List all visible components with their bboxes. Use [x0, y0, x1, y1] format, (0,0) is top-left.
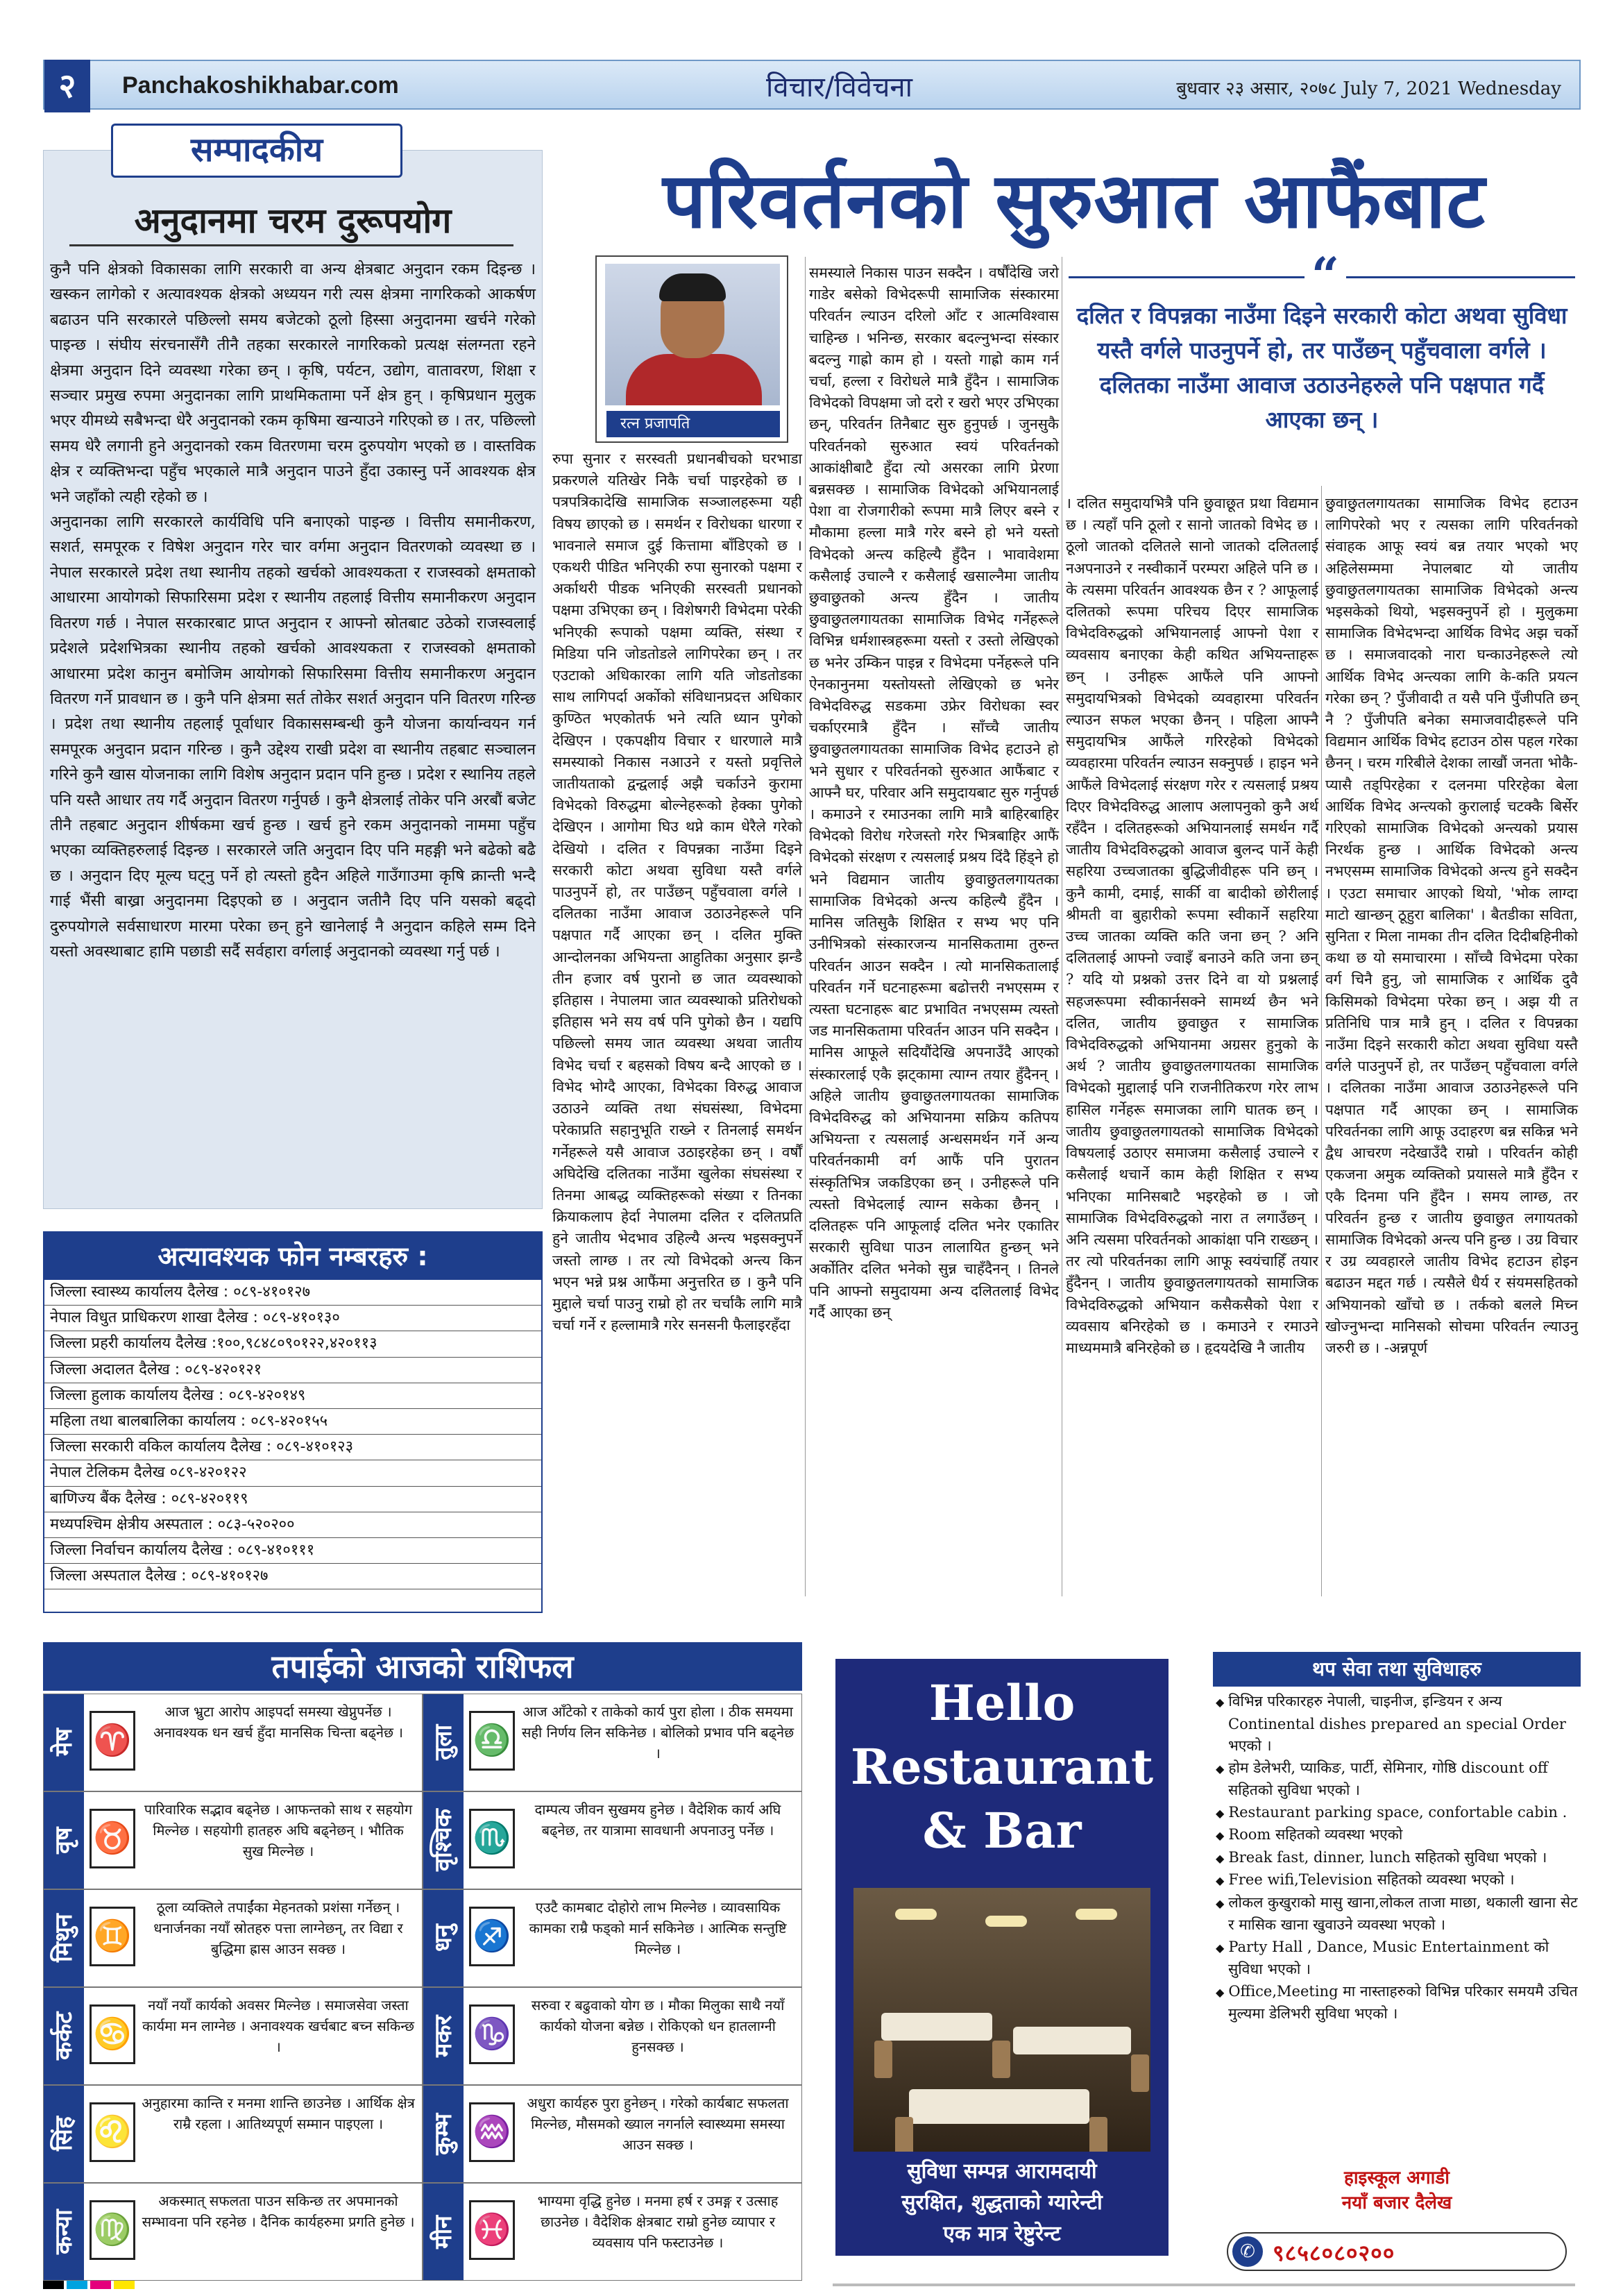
horoscope-sign	[423, 1987, 802, 2085]
sagittarius-icon: ♐	[469, 1907, 515, 1966]
phones-list	[44, 1280, 541, 1589]
sign-name: वृश्चिक	[423, 1792, 464, 1889]
phone-item: जिल्ला सरकारी वकिल कार्यालय दैलेख : ०८९-४१०१२३	[44, 1435, 541, 1460]
author-photo	[595, 255, 788, 443]
site-name[interactable]: Panchakoshikhabar.com	[122, 72, 399, 99]
sign-name: तुला	[423, 1694, 464, 1791]
registration-bar	[114, 2281, 135, 2289]
services-box	[1213, 1652, 1581, 2277]
sign-forecast: दाम्पत्य जीवन सुखमय हुनेछ । वैदेशिक कार्य अघि बढ्नेछ, तर यात्रामा सावधानी अपनाउनु पर्नेछ ।	[534, 1801, 781, 1839]
gemini-icon: ♊	[90, 1907, 135, 1966]
sign-forecast: अकस्मात् सफलता पाउन सकिन्छ तर अपमानको सम्भावना पनि रहनेछ । दैनिक कार्यहरुमा प्रगति हुनेछ ।	[142, 2193, 415, 2230]
horoscope-sign	[43, 2183, 423, 2281]
column-divider	[1321, 486, 1322, 1596]
phone-item: महिला तथा बालबालिका कार्यालय : ०८९-४२०१५५	[44, 1409, 541, 1435]
pull-quote: दलित र विपन्नका नाउँमा दिइने सरकारी कोटा अथवा सुविधा यस्तै वर्गले पाउनुपर्ने हो, तर पाउँछन् पहुँचवाला वर्गले । दलितका नाउँमा आवाज उठाउनेहरुले पनि पक्षपात गर्दै आएका छन् ।	[1076, 302, 1567, 433]
registration-bar	[90, 2281, 111, 2289]
bottom-rule	[833, 2284, 1575, 2286]
service-item: ◆ Room सहितको व्यवस्था भएको	[1213, 1824, 1581, 1847]
restaurant-address: हाइस्कूल अगाडी नयाँ बजार दैलेख	[1341, 2168, 1452, 2213]
author-name: रत्न प्रजापति	[606, 411, 780, 437]
page-number: २	[44, 60, 90, 112]
sign-forecast: आज आँटेको र ताकेको कार्य पुरा होला । ठीक समयमा सही निर्णय लिन सकिनेछ । बोलिको प्रभाव पनि बढ्नेछ ।	[521, 1703, 794, 1762]
sign-name: मिथुन	[44, 1890, 84, 1986]
column-divider	[805, 257, 806, 1596]
horoscope-sign	[43, 1791, 423, 1889]
leo-icon: ♌	[90, 2102, 135, 2162]
horoscope-sign	[423, 2085, 802, 2183]
phone-item: जिल्ला निर्वाचन कार्यालय दैलेख : ०८९-४१०१११	[44, 1538, 541, 1564]
horoscope-title: तपाईको आजको राशिफल	[43, 1642, 802, 1691]
sign-name: कुम्भ	[423, 2086, 464, 2182]
phone-item: जिल्ला अदालत दैलेख : ०८९-४२०१२१	[44, 1358, 541, 1383]
editorial-paragraph: कुनै पनि क्षेत्रको विकासका लागि सरकारी वा अन्य क्षेत्रबाट अनुदान रकम दिइन्छ । खस्कन लागेको र अत्यावश्यक क्षेत्रको अध्ययन गरी त्यस क्षेत्रमा नागरिकको आकर्षण बढाउन पनि सरकारले पछिल्लो समय बजेटको ठूलो हिस्सा अनुदानमा खर्चने गरेको पाइन्छ । संघीय संरचनासँगै तीनै तहका सरकारले नागरिकको प्रत्यक्ष संलग्नता रहने क्षेत्रमा अनुदान दिने व्यवस्था गरेका छन् । कृषि, पर्यटन, उद्योग, वातावरण, शिक्षा र सञ्चार प्रमुख रुपमा अनुदानका लागि प्राथमिकतामा पर्ने क्षेत्र हुन् । कृषिप्रधान मुलुक भएर यीमध्ये सबैभन्दा धेरै अनुदानको रकम कृषिमा खन्याउने गरिएको छ । तर, पछिल्लो समय धेरै लगानी हुने अनुदानको रकम वितरणमा चरम दुरुपयोग भएको छ । वास्तविक क्षेत्र र व्यक्तिभन्दा पहुँच भएकाले मात्रै अनुदान पाउने हुँदा उकास्नु पर्ने आवश्यक क्षेत्र भने जहाँको त्यही रहेको छ ।	[50, 260, 536, 506]
editorial-badge: सम्पादकीय	[111, 124, 402, 178]
registration-bar	[67, 2281, 87, 2289]
sign-name: वृष	[44, 1792, 84, 1889]
restaurant-phone	[1227, 2232, 1567, 2271]
virgo-icon: ♍	[90, 2200, 135, 2260]
article-column-4: छुवाछुतलगायतका सामाजिक विभेद हटाउन लागिपरेको भए र त्यसका लागि परिवर्तनको संवाहक आफू स्वयं बन्न तयार भएको भए अहिलेसम्ममा नेपालबाट यो जातीय छुवाछुतलगायतका सामाजिक विभेदको अन्त्य भइसकेको थियो, भइसक्नुपर्ने हो । मुलुकमा सामाजिक विभेदभन्दा आर्थिक विभेद अझ चर्को छ । समाजवादको नारा घन्काउनेहरूले त्यो आर्थिक विभेद अन्त्यका लागि के-कति प्रयत्न गरेका छन् ? पुँजीवादी त यसै पनि पुँजीपति छन् नै ? पुँजीपति बनेका समाजवादीहरूले पनि विद्यमान आर्थिक विभेद हटाउन ठोस पहल गरेका छैनन् । चरम गरिबीले देशका लाखौं जनता भोकै-प्यासै तड्पिरहेका र दलनमा परिरहेका बेला आर्थिक विभेद अन्त्यको कुरालाई चटक्कै बिर्सेर गरिएको सामाजिक विभेदको अन्त्यको प्रयास निरर्थक हुन्छ । आर्थिक विभेदको अन्त्य नभएसम्म सामाजिक विभेदको अन्त्य हुने सक्दैन । एउटा समाचार आएको थियो, 'भोक लाग्दा माटो खान्छन् ठूहुरा बालिका' । बैतडीका सविता, सुनिता र मिला नामका तीन दलित दिदीबहिनीको कथा छ यो समाचारमा । साँच्चै विभेदमा परेका वर्ग चिनै हुनु, जो सामाजिक र आर्थिक दुवै किसिमको विभेदमा परेका छन् । अझ यी त प्रतिनिधि पात्र मात्रै हुन् । दलित र विपन्नका नाउँमा दिइने सरकारी कोटा अथवा सुविधा यस्तै वर्गले पाउनुपर्ने हो, तर पाउँछन् पहुँचवाला वर्गले । दलितका नाउँमा आवाज उठाउनेहरूले पनि पक्षपात गर्दै आएका छन् । सामाजिक परिवर्तनका लागि आफू उदाहरण बन्न सकिन्न भने द्वैध आचरण नदेखाउँदै राम्रो । परिवर्तन कोही एकजना अमुक व्यक्तिको प्रयासले मात्रै हुँदैन र एकै दिनमा पनि हुँदैन । समय लाग्छ, तर परिवर्तन हुन्छ र जातीय छुवाछुत लगायतको सामाजिक विभेदको अन्त्य पनि हुन्छ । उग्र विचार र उग्र व्यवहारले जातीय विभेद हटाउन होइन बढाउन मद्दत गर्छ । त्यसैले धैर्य र संयमसहितको अभियानको खाँचो छ । तर्कको बलले मिच्न खोज्नुभन्दा मानिसको सोचमा परिवर्तन ल्याउनु जरुरी छ । -अन्नपूर्ण	[1325, 495, 1578, 1356]
phone-item: जिल्ला प्रहरी कार्यालय दैलेख :१००,९८४८०९०१२२,४२०११३	[44, 1331, 541, 1357]
sign-name: मकर	[423, 1988, 464, 2084]
sign-forecast: अधुरा कार्यहरु पुरा हुनेछन् । गरेको कार्यबाट सफलता मिल्नेछ, मौसमको ख्याल नगर्नाले स्वास्थ्यमा समस्या आउन सक्छ ।	[527, 2095, 789, 2153]
section-title: विचार/विवेचना	[766, 71, 912, 103]
sign-name: कर्कट	[44, 1988, 84, 2084]
horoscope-sign	[423, 1694, 802, 1791]
horoscope-sign	[423, 2183, 802, 2281]
aquarius-icon: ♒	[469, 2102, 515, 2162]
issue-date: बुधवार २३ असार, २०७८ July 7, 2021 Wednesday	[1176, 78, 1561, 99]
phone-item: जिल्ला अस्पताल दैलेख : ०८९-४१०१२७	[44, 1564, 541, 1589]
phone-item: जिल्ला स्वास्थ्य कार्यालय दैलेख : ०८९-४१०१२७	[44, 1280, 541, 1306]
horoscope-sign	[43, 1889, 423, 1987]
emergency-phones-box	[43, 1231, 543, 1613]
service-item: ◆ Restaurant parking space, confortable cabin .	[1213, 1802, 1581, 1825]
pisces-icon: ♓	[469, 2200, 515, 2260]
service-item: ◆ Party Hall , Dance, Music Entertainment को सुविधा भएको ।	[1213, 1936, 1581, 1981]
editorial-paragraph: अनुदानका लागि सरकारले कार्यविधि पनि बनाएको पाइन्छ । वित्तीय समानीकरण, सशर्त, समपूरक र विषेश अनुदान गरेर चार वर्गमा अनुदान वितरणको व्यवस्था छ । नेपाल सरकारले प्रदेश तथा स्थानीय तहको खर्चको आवश्यकता र राजस्वको क्षमताको आधारमा आयोगको सिफारिसमा प्रदेश र स्थानीय तहलाई वित्तीय समानीकरण अनुदान वितरण गर्छ । नेपाल सरकारबाट प्राप्त अनुदान र आफ्नो स्रोतबाट उठेको राजस्वलाई प्रदेशले प्रदेशभित्रका स्थानीय तहको खर्चको आवश्यकता र राजस्वको क्षमताको आधारमा प्रदेश कानुन बमोजिम आयोगको सिफारिसमा वित्तीय समानीकरण अनुदान वितरण गर्ने प्रावधान छ । कुनै पनि क्षेत्रमा सर्त तोकेर सशर्त अनुदान पनि वितरण गरिन्छ । प्रदेश तथा स्थानीय तहलाई पूर्वाधार विकाससम्बन्धी कुनै योजना कार्यान्वयन गर्न समपूरक अनुदान प्रदान गरिन्छ । कुनै उद्देश्य राखी प्रदेश वा स्थानीय तहबाट सञ्चालन गरिने कुनै खास योजनाका लागि विशेष अनुदान प्रदान पनि हुन्छ । प्रदेश र स्थानिय तहले पनि यस्तै आधार तय गर्दै अनुदान वितरण गर्नुपर्छ । कुनै क्षेत्रलाई तोकेर पनि अरबौं बजेट तीनै तहबाट अनुदान शीर्षकमा खर्च हुन्छ । खर्च हुने रकम अनुदानको नाममा पहुँच भएका व्यक्तिहरुलाई दिइन्छ । सरकारले जति अनुदान दिए पनि महङ्गी भने बढेको बढै छ । अनुदान दिए मूल्य घट्नु पर्ने हो त्यस्तो हुदैन अहिले गाउँगाउमा कृषि क्रान्ती भन्दै गाई भैंसी बाख्रा अनुदानमा दिइएको छ । अनुदान जतीनै दिए पनि यसको बढ्दो दुरुपयोगले सर्वसाधारण मारमा परेका छन् हुने खानेलाई नै अनुदान कहिले सम्म दिने यस्तो अवस्थाबाट हामि पछाडी सर्दै सर्वहारा वर्गलाई अनुदानको व्यवस्था गर्नु पर्छ ।	[50, 513, 536, 961]
restaurant-ad	[835, 1659, 1169, 2256]
capricorn-icon: ♑	[469, 2004, 515, 2064]
sign-forecast: एउटै कामबाट दोहोरो लाभ मिल्नेछ । व्यावसायिक कामका राम्रै फड्को मार्न सकिनेछ । आत्मिक सन्तुष्टि मिल्नेछ ।	[529, 1899, 787, 1957]
service-item: ◆ Free wifi,Television सहितको व्यवस्था भएको ।	[1213, 1869, 1581, 1892]
sign-forecast: आज भ्रुटा आरोप आइपर्दा समस्या खेप्नुपर्नेछ । अनावश्यक धन खर्च हुँदा मानसिक चिन्ता बढ्नेछ ।	[153, 1703, 403, 1741]
sign-forecast: सरुवा र बढुवाको योग छ । मौका मिलुका साथै नयाँ कार्यको योजना बन्नेछ । रोकिएको धन हातलाग्नी हुनसक्छ ।	[531, 1997, 785, 2055]
taurus-icon: ♉	[90, 1809, 135, 1868]
horoscope-sign	[43, 1694, 423, 1791]
article-column-3: । दलित समुदायभित्रै पनि छुवाछूत प्रथा विद्यमान छ । त्यहाँ पनि ठूलो र सानो जातको विभेद छ । ठूलो जातको दलितले सानो जातको दलितलाई नअपनाउने र नस्वीकार्ने परम्परा अहिले पनि छ । के त्यसमा परिवर्तन आवश्यक छैन र ? आफूलाई दलितको रूपमा परिचय दिएर सामाजिक विभेदविरुद्धको अभियानलाई आफ्नो पेशा र व्यवसाय बनाएका केही कथित अभियन्ताहरू छन् । उनीहरू आफैंले पनि आफ्नो समुदायभित्रको विभेदको व्यवहारमा परिवर्तन ल्याउन सफल भएका छैनन् । पहिला आफ्नै समुदायभित्र आफैंले गरिरहेको विभेदको व्यवहारमा परिवर्तन ल्याउन सक्नुपर्छ । हाइन भने आफैंले विभेदलाई संरक्षण गरेर र त्यसलाई प्रश्रय दिएर विभेदविरुद्ध आलाप अलापनुको कुनै अर्थ रहँदैन । दलितहरूको अभियानलाई समर्थन गर्दै जातीय विभेदविरुद्धको आवाज बुलन्द पार्ने केही सहरिया उच्चजातका बुद्धिजीवीहरू पनि छन् । कुनै कामी, दमाई, सार्की वा बादीको छोरीलाई श्रीमती वा बुहारीको रूपमा स्वीकार्ने सहरिया उच्च जातका व्यक्ति कति जना छन् ? अनि दलितलाई आफ्नो ज्वाइँ बनाउने कति जना छन् ? यदि यो प्रश्नको उत्तर दिने वा यो प्रश्नलाई सहजरूपमा स्वीकार्नसक्ने सामर्थ्य छैन भने दलित, जातीय छुवाछुत र सामाजिक विभेदविरुद्धको अभियानमा अग्रसर हुनुको के अर्थ ? जातीय छुवाछुतलगायतका सामाजिक विभेदको मुद्दालाई पनि राजनीतिकरण गरेर लाभ हासिल गर्नेहरू समाजका लागि घातक छन् । जातीय छुवाछुतलगायतको सामाजिक विभेदको विषयलाई उठाएर समाजमा कसैलाई उचाल्ने र कसैलाई थचार्ने काम केही शिक्षित र सभ्य भनिएका मानिसबाटै भइरहेको छ । जो सामाजिक विभेदविरुद्धको नारा त लगाउँछन् । अनि त्यसमा परिवर्तनको आकांक्षा पनि राख्छन् । तर त्यो परिवर्तनका लागि आफू स्वयंचाहिँ तयार हुँदैनन् । जातीय छुवाछुतलगायतको सामाजिक विभेदविरुद्धको अभियान कसैकसैको पेशा र व्यवसाय बनिरहेको छ । कमाउने र रमाउने माध्यममात्रै बनिरहेको छ । हृदयदेखि नै जातीय	[1066, 495, 1318, 1356]
sign-forecast: ठूला व्यक्तिले तपाईंका मेहनतको प्रशंसा गर्नेछन् । धनार्जनका नयाँ स्रोतहरु पत्ता लाग्नेछन्, तर विद्या र बुद्धिमा ह्रास आउन सक्छ ।	[153, 1899, 403, 1957]
service-item: ◆ Office,Meeting मा नास्ताहरुको विभिन्न परिकार समयमै उचित मुल्यमा डेलिभरी सुविधा भएको ।	[1213, 1981, 1581, 2025]
registration-bar	[43, 2281, 64, 2289]
sign-forecast: भाग्यमा वृद्धि हुनेछ । मनमा हर्ष र उमङ्ग र उत्साह छाउनेछ । वैदेशिक क्षेत्रबाट राम्रो हुनेछ व्यापार र व्यवसाय पनि फस्टाउनेछ ।	[537, 2193, 779, 2251]
horoscope-sign	[43, 1987, 423, 2085]
sign-name: कन्या	[44, 2184, 84, 2280]
libra-icon: ♎	[469, 1711, 515, 1771]
author-portrait	[605, 264, 780, 405]
phone-item: मध्यपश्चिम क्षेत्रीय अस्पताल : ०८३-५२०२००	[44, 1512, 541, 1538]
sign-name: सिंह	[44, 2086, 84, 2182]
phone-icon: ✆	[1232, 2236, 1263, 2267]
cancer-icon: ♋	[90, 2004, 135, 2064]
phone-item: नेपाल विधुत प्राधिकरण शाखा दैलेख : ०८९-४१०१३०	[44, 1306, 541, 1331]
sign-name: धनु	[423, 1890, 464, 1986]
phone-item: बाणिज्य बैंक दैलेख : ०८९-४२०११९	[44, 1487, 541, 1512]
page-header	[43, 60, 1581, 110]
aries-icon: ♈	[90, 1711, 135, 1771]
phone-number: ९८५८०८०२००	[1273, 2240, 1395, 2266]
service-item: ◆ होम डेलेभरी, प्याकिङ, पार्टी, सेमिनार, गोष्ठि discount off सहितको सुविधा भएको ।	[1213, 1757, 1581, 1802]
phones-title: अत्यावश्यक फोन नम्बरहरु :	[44, 1233, 541, 1280]
horoscope-sign	[423, 1889, 802, 1987]
phone-item: जिल्ला हुलाक कार्यालय दैलेख : ०८९-४२०१४९	[44, 1383, 541, 1409]
ad-title: Hello Restaurant & Bar	[850, 1674, 1154, 1859]
ad-tagline: सुविधा सम्पन्न आरामदायी सुरक्षित, शुद्धताको ग्यारेन्टी एक मात्र रेष्टुरेन्ट	[901, 2159, 1103, 2246]
editorial-body	[50, 257, 536, 964]
service-item: ◆ लोकल कुखुराको मासु खाना,लोकल ताजा माछा, थकाली खाना सेट र मासिक खाना खुवाउने व्यवस्था भएको ।	[1213, 1892, 1581, 1936]
horoscope-sign	[43, 2085, 423, 2183]
editorial-title-rule	[69, 244, 513, 246]
quote-icon: “	[1305, 251, 1346, 286]
sign-name: मीन	[423, 2184, 464, 2280]
scorpio-icon: ♏	[469, 1809, 515, 1868]
article-headline: परिवर्तनको सुरुआत आफैंबाट	[663, 156, 1486, 245]
sign-forecast: अनुहारमा कान्ति र मनमा शान्ति छाउनेछ । आर्थिक क्षेत्र राम्रै रहला । आतिथ्यपूर्ण सम्मान पाइएला ।	[142, 2095, 415, 2132]
article-column-1: रुपा सुनार र सरस्वती प्रधानबीचको घरभाडा प्रकरणले यतिखेर निकै चर्चा पाइरहेको छ । पत्रपत्रिकादेखि सामाजिक सञ्जालहरूमा यही विषय छाएको छ । समर्थन र विरोधका धारणा र भावनाले समाज दुई कित्तामा बाँडिएको छ । एकथरी पीडित भनिएकी रुपा सुनारको पक्षमा र अर्काथरी पीडक भनिएकी सरस्वती प्रधानको पक्षमा उभिएका छन् । विशेषगरी विभेदमा परेकी भनिएकी रूपाको पक्षमा व्यक्ति, संस्था र मिडिया पनि जोडतोडले लागिपरेका छन् । तर एउटाको अधिकारका लागि यति जोडतोडका साथ लागिपर्दा अर्कोको संविधानप्रदत्त अधिकार कुण्ठित भएकोतर्फ भने त्यति ध्यान पुगेको देखिएन । एकपक्षीय विचार र धारणाले मात्रै समस्याको निकास नआउने र यस्तो प्रवृत्तिले जातीयताको द्वन्द्वलाई अझै चर्काउने कुरामा विभेदको विरुद्धमा बोल्नेहरूको हेक्का पुगेको देखिएन । आगोमा घिउ थप्ने काम धेरैले गरेको देखियो । दलित र विपन्नका नाउँमा दिइने सरकारी कोटा अथवा सुविधा यस्तै वर्गले पाउनुपर्ने हो, तर पाउँछन् पहुँचवाला वर्गले । दलितका नाउँमा आवाज उठाउनेहरूले पनि पक्षपात गर्दै आएका छन् । दलित मुक्ति आन्दोलनका अभियन्ता आहुतिका अनुसार झन्डै तीन हजार वर्ष पुरानो छ जात व्यवस्थाको इतिहास । नेपालमा जात व्यवस्थाको प्रतिरोधको इतिहास भने सय वर्ष पनि पुगेको छैन । यद्यपि पछिल्लो समय जात व्यवस्था अथवा जातीय विभेद चर्चा र बहसको विषय बन्दै आएको छ । विभेद भोग्दै आएका, विभेदका विरुद्ध आवाज उठाउने व्यक्ति तथा संघसंस्था, विभेदमा परेकाप्रति सहानुभूति राख्ने र तिनलाई समर्थन गर्नेहरूले यसै आवाज उठाइरहेका छन् । वर्षौं अघिदेखि दलितका नाउँमा खुलेका संघसंस्था र तिनमा आबद्ध व्यक्तिहरूको संख्या र तिनका क्रियाकलाप हेर्दा नेपालमा दलित र दलितप्रति हुने जातीय भेदभाव उहिल्यै अन्त्य भइसक्नुपर्ने जस्तो लाग्छ । तर त्यो विभेदको अन्त्य किन भएन भन्ने प्रश्न आफैंमा अनुत्तरित छ । कुनै पनि मुद्दाले चर्चा पाउनु राम्रो हो तर चर्चाकै लागि मात्रै चर्चा गर्ने र हल्लामात्रै गरेर सनसनी फैलाइरहँदा	[552, 450, 802, 1334]
sign-name: मेष	[44, 1694, 84, 1791]
editorial-title: अनुदानमा चरम दुरूपयोग	[134, 201, 452, 241]
sign-forecast: पारिवारिक सद्भाव बढ्नेछ । आफन्तको साथ र सहयोग मिल्नेछ । सहयोगी हातहरु अघि बढ्नेछन् । भौतिक सुख मिल्नेछ ।	[144, 1801, 413, 1859]
restaurant-photo	[853, 1888, 1150, 2152]
service-item: ◆ Break fast, dinner, lunch सहितको सुविधा भएको ।	[1213, 1847, 1581, 1870]
horoscope-sign	[423, 1791, 802, 1889]
service-item: ◆ विभिन्न परिकारहरु नेपाली, चाइनीज, इन्डियन र अन्य Continental dishes prepared an special Order भएको ।	[1213, 1691, 1581, 1757]
phone-item: नेपाल टेलिकम दैलेख ०८९-४२०१२२	[44, 1460, 541, 1486]
article-column-2: समस्याले निकास पाउन सक्दैन । वर्षौंदेखि जरो गाडेर बसेको विभेदरूपी सामाजिक संस्कारमा परिवर्तन ल्याउन दरिलो आँट र आत्मविश्वास चाहिन्छ । भनिन्छ, सरकार बदल्नुभन्दा संस्कार बदल्नु गाह्रो काम हो । यस्तो गाह्रो काम गर्न चर्चा, हल्ला र विरोधले मात्रै हुँदैन । सामाजिक विभेदको विपक्षमा जो दरो र खरो भएर उभिएका छन्, परिवर्तन तिनैबाट सुरु हुनुपर्छ । जुनसुकै परिवर्तनको सुरुआत स्वयं परिवर्तनको आकांक्षीबाटै हुँदा त्यो असरका लागि प्रेरणा बन्नसक्छ । सामाजिक विभेदको अभियानलाई पेशा वा रोजगारीको रूपमा मात्रै लिएर बस्ने र मौकामा हल्ला मात्रै गरेर बस्ने हो भने यस्तो विभेदको अन्त्य कहिल्यै हुँदैन । भावावेशमा कसैलाई उचाल्नै र कसैलाई खसाल्नैमा जातीय छुवाछुतको अन्त्य हुँदैन । जातीय छुवाछुतलगायतका सामाजिक विभेद गर्नेहरूले विभिन्न धर्मशास्त्रहरूमा यस्तो र उस्तो लेखिएको छ भनेर उम्किन पाइन्न र विभेदमा पर्नेहरूले पनि ऐनकानुनमा यस्तोयस्तो लेखिएको छ भनेर विभेदविरुद्ध सडकमा उफ्रेर विरोधका स्वर चर्काएरमात्रै हुँदैन । साँच्चै जातीय छुवाछुतलगायतका सामाजिक विभेद हटाउने हो भने सुधार र परिवर्तनको सुरुआत आफैंबाट र आफ्नै घर, परिवार अनि समुदायबाट सुरु गर्नुपर्छ । कमाउने र रमाउनका लागि मात्रै बाहिरबाहिर विभेदको विरोध गरेजस्तो गरेर भित्रबाहिर आफैं विभेदको संरक्षण र त्यसलाई प्रश्रय दिंदै हिंड्ने हो भने विद्यमान जातीय छुवाछुतलगायतका सामाजिक विभेदको अन्त्य कहिल्यै हुँदैन । मानिस जतिसुकै शिक्षित र सभ्य भए पनि उनीभित्रको संस्कारजन्य मानसिकतामा तुरुन्त परिवर्तन आउन सक्दैन । त्यो मानसिकतालाई परिवर्तन गर्ने घटनाहरूमा बढोत्तरी नभएसम्म र त्यस्ता घटनाहरू बाट प्रभावित नभएसम्म त्यस्तो जड मानसिकतामा परिवर्तन आउन पनि सक्दैन । मानिस आफूले सदियौंदेखि अपनाउँदै आएको संस्कारलाई एकै झट्कामा त्याग्न तयार हुँदैनन् । अहिले जातीय छुवाछुतलगायतका सामाजिक विभेदविरुद्ध को अभियानमा सक्रिय कतिपय अभियन्ता र त्यसलाई अन्धसमर्थन गर्ने अन्य परिवर्तनकामी वर्ग आफैं पनि पुरातन संस्कृतिभित्र जकडिएका छन् । उनीहरूले पनि त्यस्तो विभेदलाई त्याग्न सकेका छैनन् । दलितहरू पनि आफूलाई दलित भनेर एकातिर सरकारी सुविधा पाउन लालायित हुन्छन् भने अर्कोतिर दलित भनेको सुन्न चाहँदैनन् । तिनले पनि आफ्नो समुदायमा अन्य दलितलाई विभेद गर्दै आएका छन्	[809, 264, 1059, 1321]
sign-forecast: नयाँ नयाँ कार्यको अवसर मिल्नेछ । समाजसेवा जस्ता कार्यमा मन लाग्नेछ । अनावश्यक खर्चबाट बच्न सकिन्छ ।	[142, 1997, 415, 2055]
services-list	[1213, 1691, 1581, 2025]
services-title: थप सेवा तथा सुविधाहरु	[1213, 1652, 1581, 1687]
